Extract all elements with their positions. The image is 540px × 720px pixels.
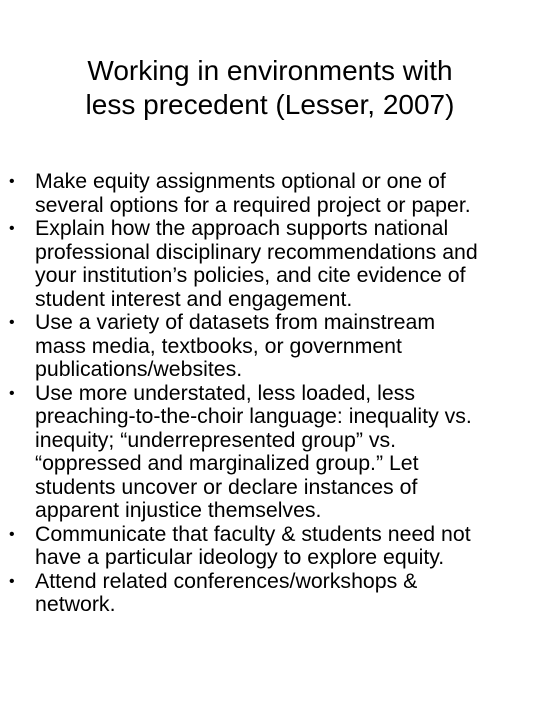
- bullet-item-2: [0, 217, 532, 311]
- slide-title: [0, 54, 540, 122]
- bullet-marker: •: [9, 314, 15, 331]
- bullet-item-4: [0, 382, 532, 523]
- bullet-line: mass media, textbooks, or government: [35, 333, 402, 358]
- bullet-line: your institution’s policies, and cite evidence of: [35, 263, 466, 287]
- bullet-line: have a particular ideology to explore equity.: [35, 545, 445, 569]
- bullet-line: inequity; “underrepresented group” vs.: [35, 427, 397, 452]
- title-line-2: less precedent (Lesser, 2007): [85, 89, 455, 120]
- bullet-line: several options for a required project or paper.: [35, 192, 471, 217]
- bullet-marker: •: [9, 572, 15, 590]
- bullet-line: Communicate that faculty & students need not: [35, 521, 471, 546]
- bullet-marker: •: [9, 220, 15, 237]
- bullet-marker: •: [9, 384, 15, 402]
- bullet-list: [0, 170, 532, 617]
- bullet-line: Attend related conferences/workshops &: [35, 568, 418, 593]
- bullet-marker: •: [9, 173, 15, 190]
- bullet-line: students uncover or declare instances of: [35, 474, 418, 499]
- bullet-line: professional disciplinary recommendations and: [35, 239, 478, 264]
- bullet-line: apparent injustice themselves.: [35, 498, 322, 522]
- bullet-line: Use a variety of datasets from mainstream: [35, 310, 436, 334]
- bullet-item-3: [0, 311, 532, 382]
- bullet-item-5: [0, 523, 532, 570]
- bullet-line: Explain how the approach supports national: [35, 216, 449, 240]
- bullet-item-6: [0, 570, 532, 617]
- bullet-line: network.: [35, 592, 116, 616]
- bullet-line: Use more understated, less loaded, less: [35, 380, 415, 405]
- bullet-line: preaching-to-the-choir language: inequality vs.: [35, 404, 472, 428]
- bullet-line: “oppressed and marginalized group.” Let: [35, 451, 419, 475]
- bullet-marker: •: [9, 525, 15, 543]
- bullet-line: student interest and engagement.: [35, 286, 353, 311]
- bullet-line: Make equity assignments optional or one of: [35, 169, 446, 193]
- title-line-1: Working in environments with: [87, 55, 453, 86]
- bullet-item-1: [0, 170, 532, 217]
- bullet-line: publications/websites.: [35, 357, 243, 381]
